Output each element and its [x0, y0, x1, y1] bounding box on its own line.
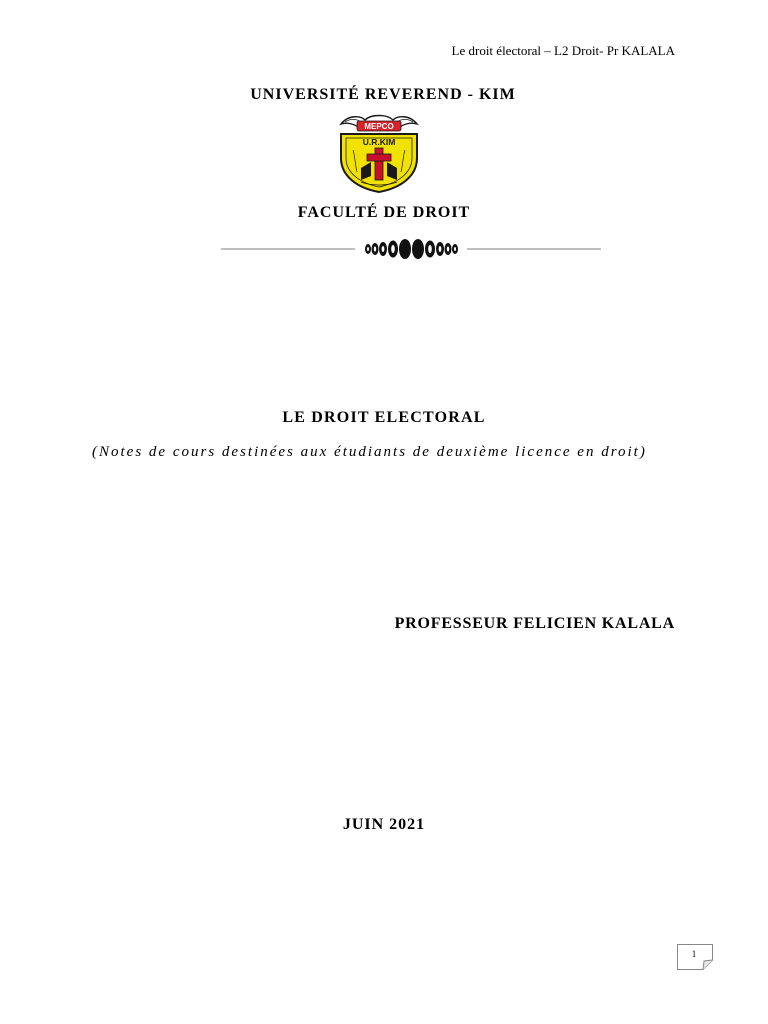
course-title: LE DROIT ELECTORAL: [282, 409, 486, 426]
crest-shield-text: U.R.KIM: [362, 137, 396, 147]
university-name: UNIVERSITÉ REVEREND - KIM: [250, 86, 516, 103]
folded-page-icon: [677, 944, 713, 970]
crest-banner-text: MEPCO: [364, 122, 394, 131]
author-name: PROFESSEUR FELICIEN KALALA: [394, 615, 675, 632]
course-subtitle: (Notes de cours destinées aux étudiants de deuxième licence en droit): [92, 444, 647, 460]
faculty-name: FACULTÉ DE DROIT: [297, 204, 471, 221]
publication-date: JUIN 2021: [342, 816, 426, 833]
running-header: Le droit électoral – L2 Droit- Pr KALALA: [451, 43, 675, 58]
ornamental-divider-icon: [221, 238, 601, 260]
university-crest-icon: [331, 110, 427, 194]
page-number: 1: [691, 949, 697, 959]
